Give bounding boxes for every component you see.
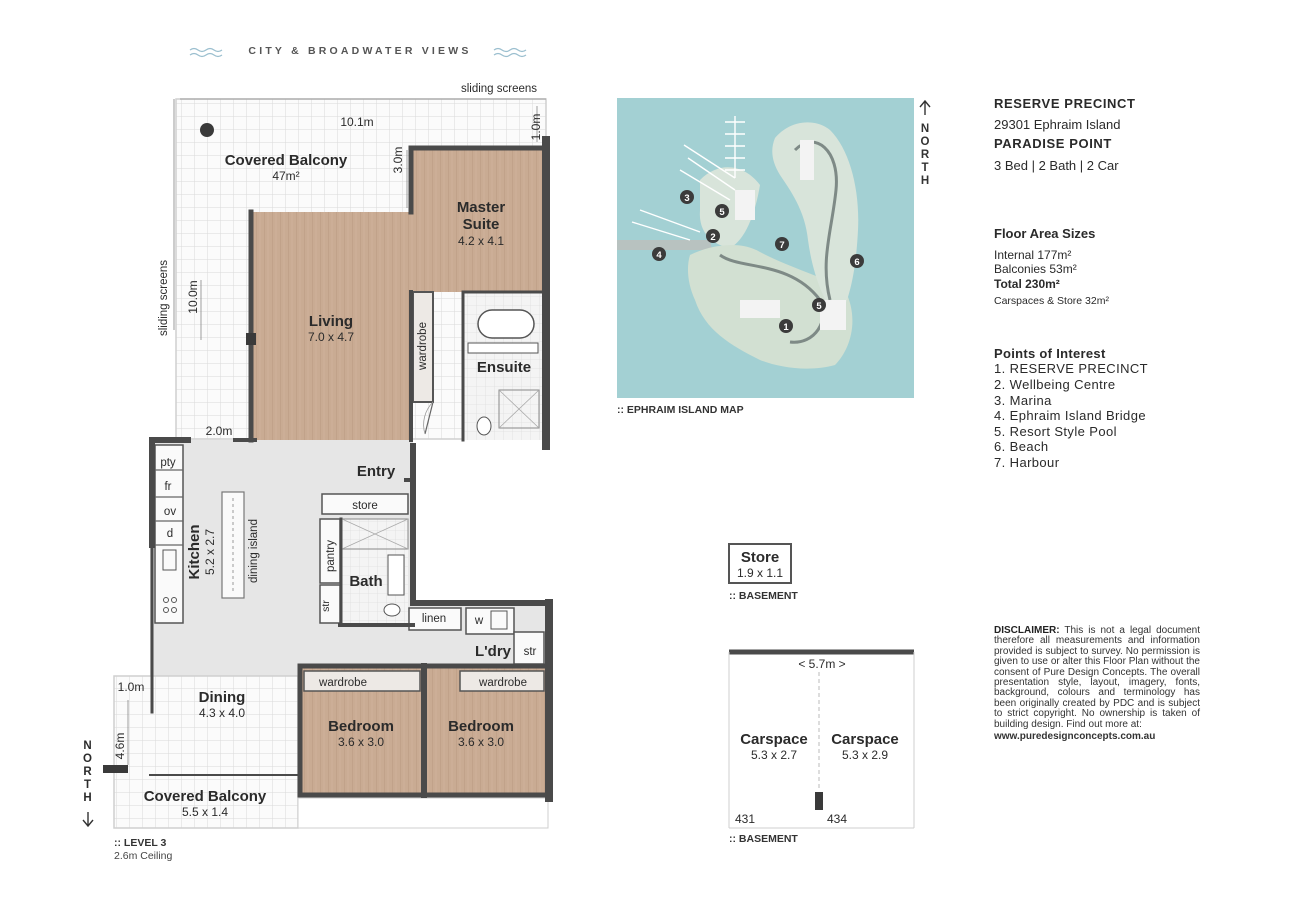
svg-text:5: 5 [816,301,822,312]
info-panel [994,96,1214,470]
level-caption: :: LEVEL 3 [114,837,167,849]
downpipe-icon [200,123,214,137]
covered-balcony-top-area-label: 47m² [272,169,300,183]
ensuite-label: Ensuite [476,359,532,376]
master-suite-label-1: Master [456,199,506,216]
str-laundry-label: str [523,646,537,658]
header-title: CITY & BROADWATER VIEWS [248,45,472,57]
sliding-screens-top-label: sliding screens [460,83,538,95]
store-label: store [352,500,378,512]
store-caption: :: BASEMENT [729,590,798,602]
map-marker-7 [775,237,789,251]
pty-label: pty [160,457,176,469]
dining-island-label: dining island [248,519,260,583]
config-text: 3 Bed | 2 Bath | 2 Car [994,157,1119,173]
poi-item: 7. Harbour [994,454,1060,470]
internal-area: Internal 177m² [994,247,1072,262]
map-marker-2 [706,229,720,243]
svg-text:4: 4 [656,250,662,261]
kitchen-label: Kitchen [186,524,203,580]
kitchen-size: 5.2 x 2.7 [203,528,217,576]
map-marker-6 [850,254,864,268]
map-north-label: N O R T H [920,123,930,187]
wardrobe-bed1-label: wardrobe [319,677,367,689]
dim-4-6-label: 4.6m [113,732,127,760]
linen-label: linen [421,613,447,625]
covered-balcony-bottom-label: Covered Balcony [143,788,267,805]
floor-area-title: Floor Area Sizes [994,226,1096,242]
disclaimer [994,626,1200,742]
laundry-label: L'dry [474,643,512,660]
north-arrow-icon-map [920,101,930,115]
dim-10-1-label: 10.1m [340,115,374,129]
map-caption: :: EPHRAIM ISLAND MAP [617,404,744,416]
poi-item: 4. Ephraim Island Bridge [994,408,1146,424]
carspace-434-number: 434 [826,812,848,826]
svg-text:3: 3 [684,193,690,204]
svg-text:6: 6 [854,257,860,268]
poi-item: 6. Beach [994,439,1049,455]
master-suite-label-2: Suite [462,216,500,233]
wardrobe-bed2-label: wardrobe [479,677,527,689]
bath-label: Bath [349,573,383,590]
total-area: Total 230m² [994,276,1060,291]
bedroom-2-label: Bedroom [448,718,514,735]
disclaimer-label: DISCLAIMER: [994,625,1060,636]
header-wave-icon-right [494,49,526,57]
carspace-431-size: 5.3 x 2.7 [750,748,798,762]
balconies-area: Balconies 53m² [994,262,1077,277]
covered-balcony-top-label: Covered Balcony [224,152,348,169]
map-marker-4 [652,247,666,261]
carspace-431-name: Carspace [740,731,808,748]
covered-balcony-bottom-size: 5.5 x 1.4 [181,805,229,819]
w-label: w [474,615,484,627]
bedroom-2-size: 3.6 x 3.0 [457,735,505,749]
north-arrow-icon-plan [83,812,93,826]
living-label: Living [308,313,354,330]
carspace-434-size: 5.3 x 2.9 [841,748,889,762]
ov-label: ov [163,506,177,518]
master-suite-size: 4.2 x 4.1 [457,234,505,248]
address-text: 29301 Ephraim Island [994,116,1121,132]
dim-1-0-left-label: 1.0m [117,680,145,694]
bedroom-1-size: 3.6 x 3.0 [337,735,385,749]
d-label: d [166,528,174,540]
svg-text:5: 5 [719,207,725,218]
svg-text:2: 2 [710,232,716,243]
carspace-431-number: 431 [734,812,756,826]
str-bath-label: str [320,600,332,612]
poi-item: 5. Resort Style Pool [994,423,1117,439]
header-wave-icon-left [190,49,222,57]
wardrobe-master-label: wardrobe [417,322,429,370]
map-marker-5a [715,204,729,218]
carspace-width-label: < 5.7m > [798,657,846,671]
carspace-caption: :: BASEMENT [729,833,798,845]
fr-label: fr [164,481,172,493]
ceiling-caption: 2.6m Ceiling [114,850,173,862]
dim-1-0-top-label: 1.0m [529,113,543,141]
disclaimer-text: This is not a legal document therefore all measurements and information provided is subject to survey. No permission is given to use or alter this Floor Plan without the consent of Pure Design Concepts. The overall presentation style, layout, imagery, fonts, background, colours and terminology has been originally created by PDC and is subject to strict copyright. No ownership is taken of building design. Find out more at: [994,625,1200,730]
poi-item: 1. RESERVE PRECINCT [994,361,1149,377]
svg-text:1: 1 [783,322,789,333]
poi-title: Points of Interest [994,345,1106,361]
carspaces-area: Carspaces & Store 32m² [994,295,1109,308]
dining-size: 4.3 x 4.0 [198,706,246,720]
store-plan-name: Store [740,549,780,566]
map-marker-5b [812,298,826,312]
precinct-title: RESERVE PRECINCT [994,96,1136,111]
dim-10-0-label: 10.0m [186,280,200,314]
sliding-screens-side-label: sliding screens [158,259,170,337]
poi-item: 3. Marina [994,392,1052,408]
bedroom-1-label: Bedroom [328,718,394,735]
living-size: 7.0 x 4.7 [307,330,355,344]
dim-2-0-label: 2.0m [205,424,233,438]
plan-north-label: N O R T H [83,740,93,804]
carspace-434-name: Carspace [831,731,899,748]
entry-label: Entry [356,463,396,480]
store-plan-size: 1.9 x 1.1 [736,566,784,580]
poi-list [994,361,1214,470]
disclaimer-url[interactable]: www.puredesignconcepts.com.au [994,730,1156,742]
map-marker-1 [779,319,793,333]
pantry-label: pantry [325,540,337,572]
svg-text:7: 7 [779,240,785,251]
map-marker-3 [680,190,694,204]
suburb-title: PARADISE POINT [994,136,1112,152]
dining-label: Dining [198,689,246,706]
poi-item: 2. Wellbeing Centre [994,376,1116,392]
dim-3-0-label: 3.0m [391,146,405,174]
